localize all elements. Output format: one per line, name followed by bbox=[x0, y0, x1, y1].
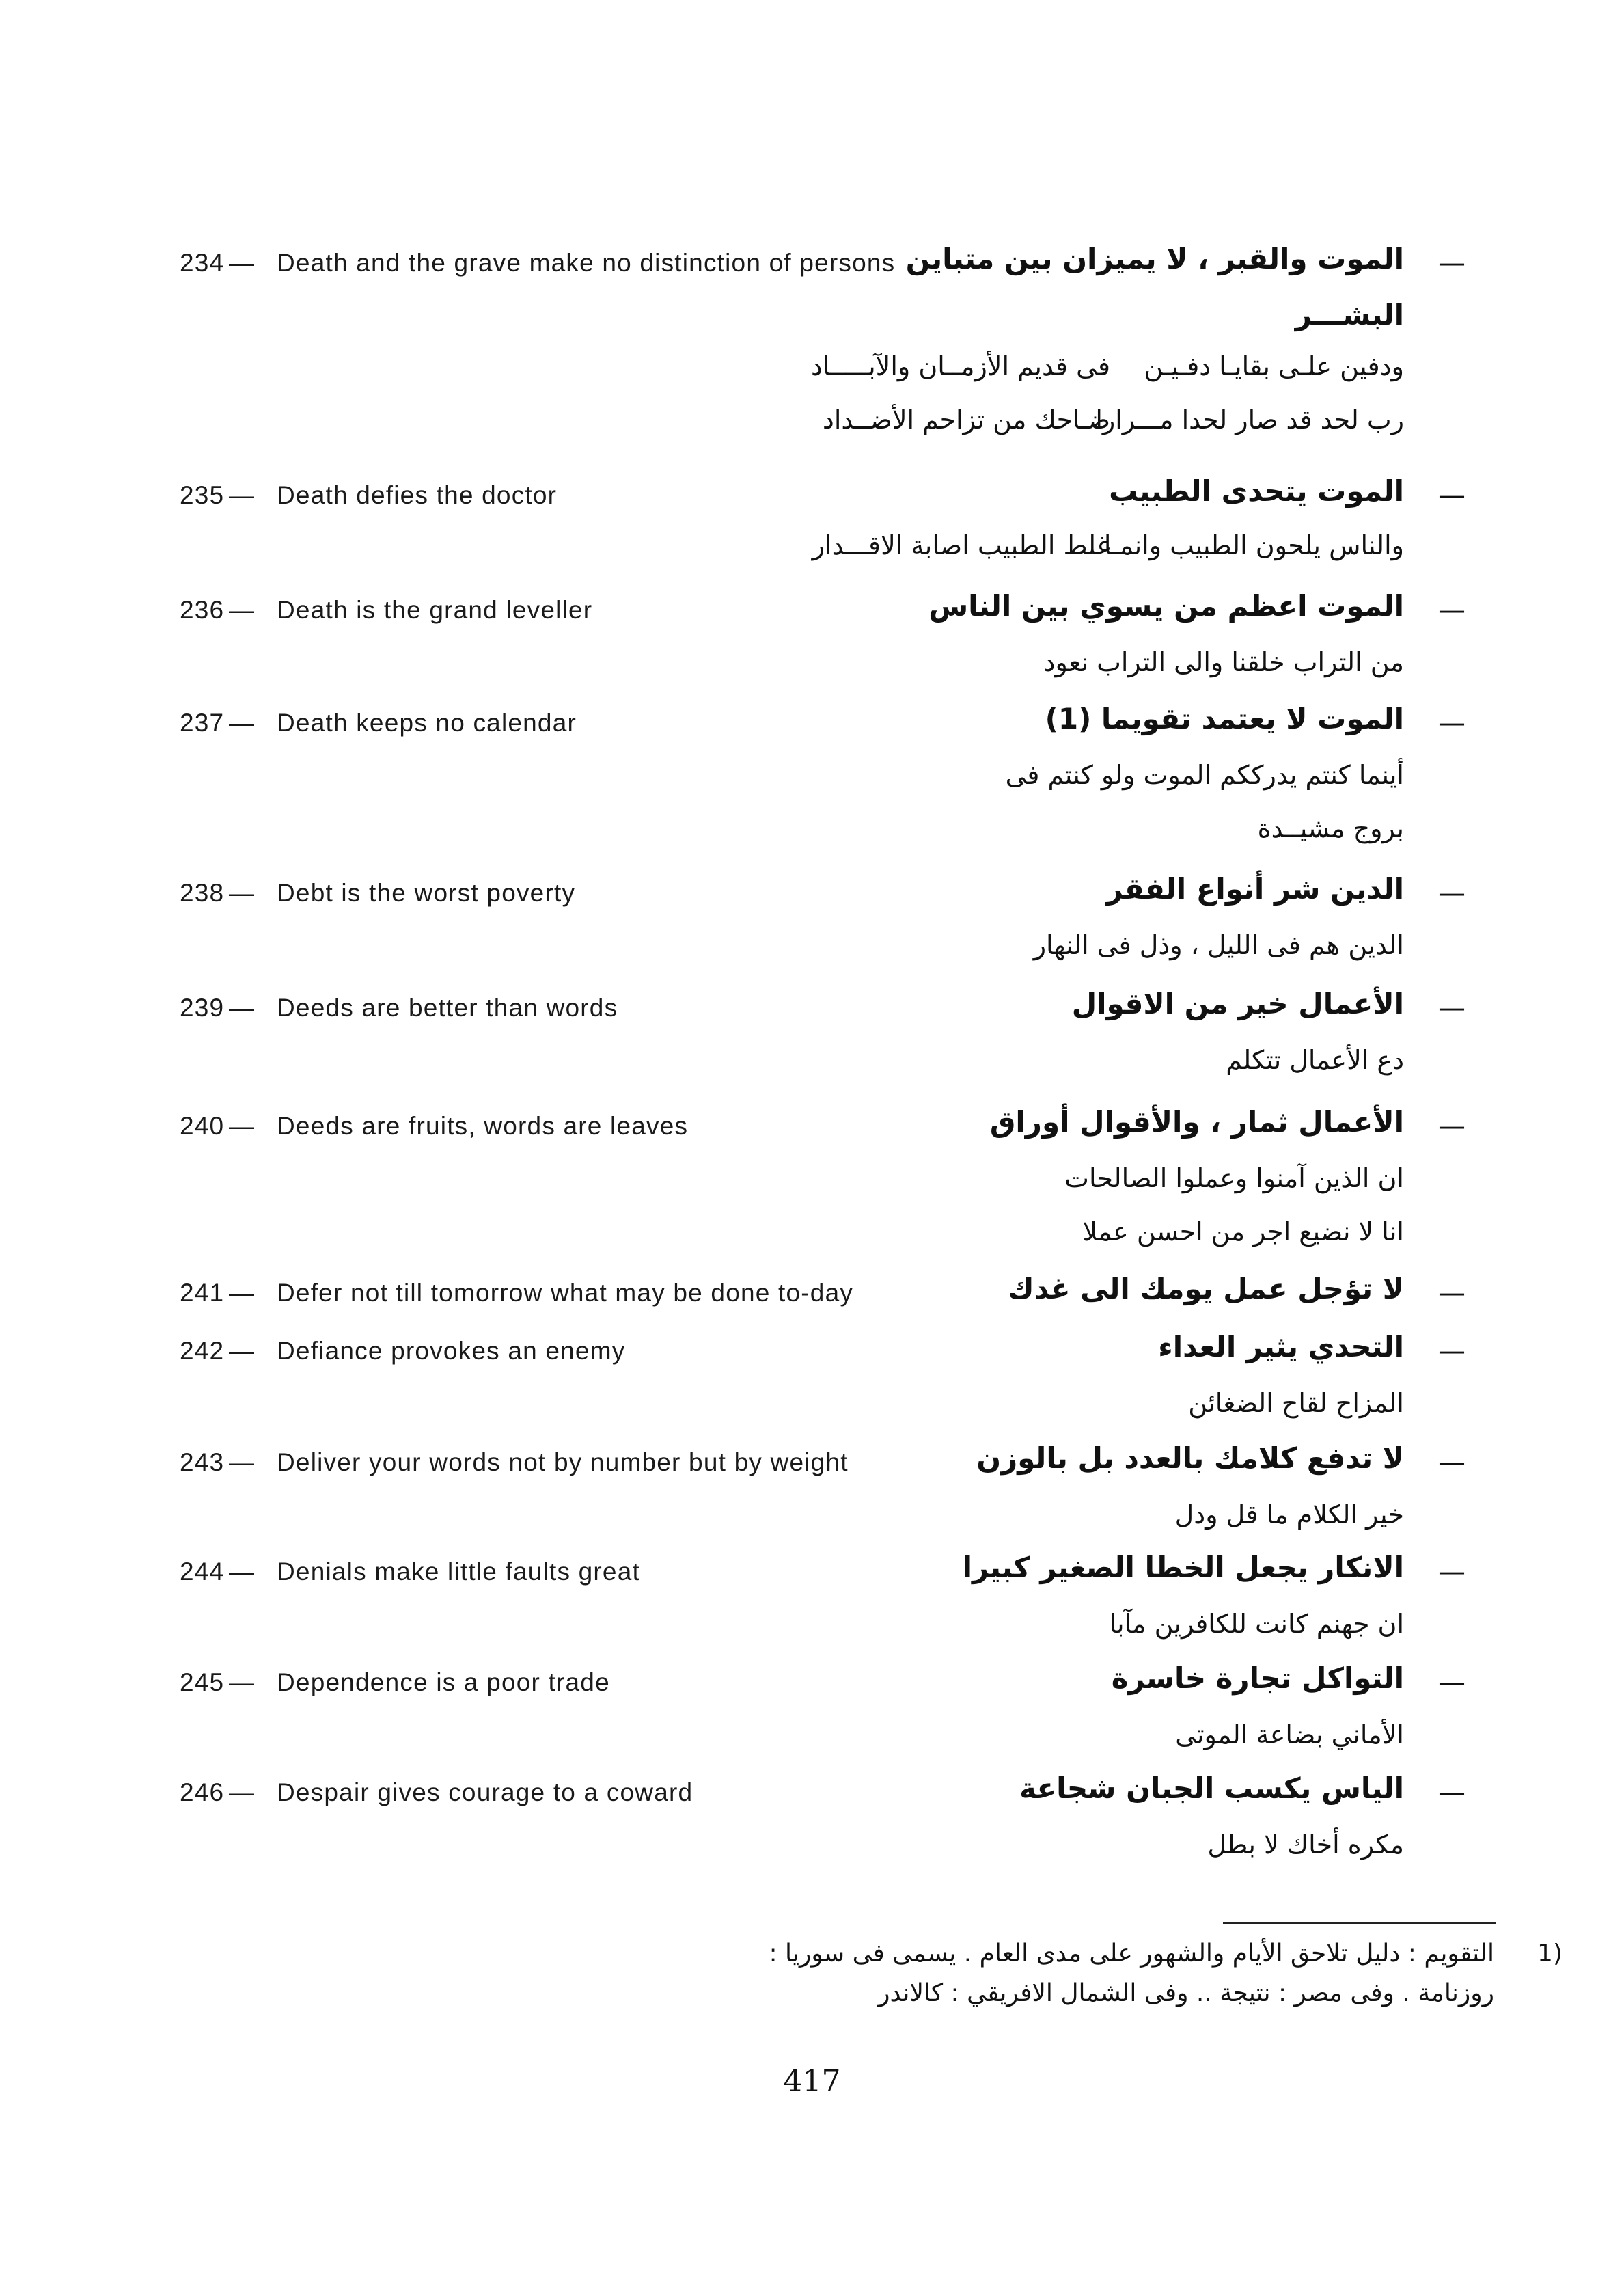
arabic-dash: — bbox=[1438, 595, 1465, 626]
english-proverb bbox=[180, 994, 618, 1022]
english-proverb bbox=[180, 1778, 693, 1807]
arabic-line: دع الأعمال تتكلم bbox=[1226, 1045, 1404, 1075]
arabic-proverb-title: الأعمال ثمار ، والأقوال أوراق bbox=[989, 1105, 1404, 1139]
arabic-dash: — bbox=[1438, 992, 1465, 1024]
english-text: Debt is the worst poverty bbox=[277, 879, 576, 907]
verse-first-hemistich: رب لحد قد صار لحدا مـــرارا bbox=[1095, 405, 1404, 435]
proverb-entry bbox=[174, 1769, 1465, 1871]
arabic-proverb-title: الدين شر أنواع الفقر bbox=[1106, 872, 1404, 906]
english-proverb bbox=[180, 1112, 688, 1141]
arabic-line: المزاح لقاح الضغائن bbox=[1188, 1388, 1404, 1418]
entry-dash: — bbox=[229, 1112, 256, 1140]
english-text: Deliver your words not by number but by weight bbox=[277, 1448, 849, 1476]
entry-dash: — bbox=[229, 249, 256, 277]
proverb-entry bbox=[174, 984, 1465, 1087]
arabic-proverb-title: الموت يتحدى الطبيب bbox=[1109, 474, 1404, 508]
entry-dash: — bbox=[229, 596, 256, 624]
entry-dash: — bbox=[229, 1668, 256, 1696]
arabic-dash: — bbox=[1438, 247, 1465, 279]
proverb-entry bbox=[174, 699, 1465, 855]
english-proverb bbox=[180, 481, 557, 510]
entry-dash: — bbox=[229, 709, 256, 737]
proverb-entry bbox=[174, 472, 1465, 574]
proverb-entry bbox=[174, 586, 1465, 689]
entry-number: 234 bbox=[180, 249, 225, 277]
arabic-dash: — bbox=[1438, 1277, 1465, 1309]
arabic-dash: — bbox=[1438, 878, 1465, 909]
footnote-line-1: التقويم : دليل تلاحق الأيام والشهور على مدى العام . يسمى فى سوريا : bbox=[769, 1940, 1494, 1968]
verse-second-hemistich: ضـاحك من تزاحم الأضــداد bbox=[822, 405, 1110, 435]
footnote-line-2: روزنامة . وفى مصر : نتيجة .. وفى الشمال الافريقي : كالاندر bbox=[878, 1979, 1494, 2007]
entry-dash: — bbox=[229, 1778, 256, 1806]
english-text: Defer not till tomorrow what may be done to-day bbox=[277, 1279, 854, 1307]
entry-header bbox=[174, 1659, 1465, 1708]
arabic-line: الدين هم فى الليل ، وذل فى النهار bbox=[1033, 930, 1404, 960]
entry-number: 240 bbox=[180, 1112, 225, 1140]
entry-dash: — bbox=[229, 994, 256, 1022]
english-proverb bbox=[180, 879, 575, 908]
arabic-dash: — bbox=[1438, 1777, 1465, 1808]
english-text: Death and the grave make no distinction of persons bbox=[277, 249, 896, 277]
footnote-marker: (1 bbox=[1537, 1940, 1563, 1968]
entry-header bbox=[174, 1769, 1465, 1818]
entry-header bbox=[174, 699, 1465, 748]
entry-number: 238 bbox=[180, 879, 225, 907]
arabic-dash: — bbox=[1438, 1447, 1465, 1478]
english-proverb bbox=[180, 709, 577, 737]
arabic-proverb-title: الانكار يجعل الخطا الصغير كبيرا bbox=[962, 1551, 1404, 1584]
arabic-line: من التراب خلقنا والى التراب نعود bbox=[1043, 647, 1404, 677]
entry-dash: — bbox=[229, 1448, 256, 1476]
entry-number: 242 bbox=[180, 1337, 225, 1365]
entry-header bbox=[174, 239, 1465, 288]
english-text: Death defies the doctor bbox=[277, 481, 558, 509]
entry-number: 236 bbox=[180, 596, 225, 624]
entry-number: 246 bbox=[180, 1778, 225, 1806]
footnote-rule bbox=[1223, 1922, 1496, 1924]
english-proverb bbox=[180, 1448, 849, 1477]
arabic-line: ان جهنم كانت للكافرين مآبا bbox=[1109, 1609, 1404, 1639]
arabic-line: خير الكلام ما قل ودل bbox=[1174, 1499, 1404, 1530]
arabic-proverb-title: الموت اعظم من يسوي بين الناس bbox=[928, 589, 1404, 623]
entry-header bbox=[174, 472, 1465, 521]
arabic-line: ان الذين آمنوا وعملوا الصالحات bbox=[1064, 1163, 1404, 1193]
entry-number: 241 bbox=[180, 1279, 225, 1307]
verse-first-hemistich: ودفين علـى بقايـا دفـيـن bbox=[1144, 351, 1404, 381]
verse-row bbox=[174, 342, 1465, 395]
arabic-proverb-title: لا تدفع كلامك بالعدد بل بالوزن bbox=[976, 1441, 1404, 1475]
arabic-dash: — bbox=[1438, 480, 1465, 511]
arabic-proverb-title: الموت لا يعتمد تقويما (1) bbox=[1045, 702, 1404, 735]
proverb-entry bbox=[174, 1659, 1465, 1761]
proverb-entry bbox=[174, 1439, 1465, 1541]
arabic-line: البشـــر bbox=[1295, 298, 1404, 331]
verse-first-hemistich: والناس يلحون الطبيب وانمـا bbox=[1103, 530, 1404, 560]
entry-dash: — bbox=[229, 1558, 256, 1586]
english-proverb bbox=[180, 249, 895, 277]
entry-header bbox=[174, 1269, 1465, 1318]
english-text: Dependence is a poor trade bbox=[277, 1668, 610, 1696]
english-text: Death keeps no calendar bbox=[277, 709, 577, 737]
entry-header bbox=[174, 1327, 1465, 1376]
entry-number: 245 bbox=[180, 1668, 225, 1696]
entry-dash: — bbox=[229, 1279, 256, 1307]
arabic-line: مكره أخاك لا بطل bbox=[1207, 1830, 1404, 1860]
entry-header bbox=[174, 984, 1465, 1033]
entry-header bbox=[174, 869, 1465, 919]
english-proverb bbox=[180, 1337, 625, 1365]
arabic-proverb-title: الأعمال خير من الاقوال bbox=[1071, 987, 1404, 1020]
arabic-proverb-title: الموت والقبر ، لا يميزان بين متباين bbox=[905, 242, 1404, 275]
english-text: Defiance provokes an enemy bbox=[277, 1337, 626, 1365]
verse-row bbox=[174, 395, 1465, 448]
footnote bbox=[456, 1934, 1563, 2013]
arabic-line: الأماني بضاعة الموتى bbox=[1175, 1719, 1404, 1750]
proverb-entry bbox=[174, 239, 1465, 448]
arabic-line: انا لا نضيع اجر من احسن عملا bbox=[1082, 1216, 1404, 1247]
arabic-line: بروج مشيــدة bbox=[1257, 813, 1404, 843]
entry-number: 244 bbox=[180, 1558, 225, 1586]
entry-header bbox=[174, 586, 1465, 636]
entry-number: 243 bbox=[180, 1448, 225, 1476]
arabic-proverb-title: الياس يكسب الجبان شجاعة bbox=[1019, 1771, 1404, 1805]
proverb-entry bbox=[174, 1548, 1465, 1650]
arabic-proverb-title: التحدي يثير العداء bbox=[1158, 1330, 1404, 1363]
entry-header bbox=[174, 1548, 1465, 1597]
entry-number: 235 bbox=[180, 481, 225, 509]
english-proverb bbox=[180, 1558, 640, 1586]
verse-row bbox=[174, 521, 1465, 574]
entry-header bbox=[174, 1102, 1465, 1152]
english-proverb bbox=[180, 1279, 853, 1307]
entry-dash: — bbox=[229, 1337, 256, 1365]
arabic-dash: — bbox=[1438, 707, 1465, 739]
entry-dash: — bbox=[229, 879, 256, 907]
entry-number: 237 bbox=[180, 709, 225, 737]
english-text: Denials make little faults great bbox=[277, 1558, 640, 1586]
proverb-entry bbox=[174, 1327, 1465, 1430]
arabic-dash: — bbox=[1438, 1556, 1465, 1588]
entry-number: 239 bbox=[180, 994, 225, 1022]
proverb-entry bbox=[174, 869, 1465, 972]
arabic-dash: — bbox=[1438, 1667, 1465, 1698]
english-proverb bbox=[180, 596, 592, 625]
english-text: Despair gives courage to a coward bbox=[277, 1778, 693, 1806]
arabic-line: أينما كنتم يدرككم الموت ولو كنتم فى bbox=[1005, 760, 1404, 790]
verse-second-hemistich: غلط الطبيب اصابة الاقـــدار bbox=[812, 530, 1110, 560]
arabic-proverb-title: لا تؤجل عمل يومك الى غدك bbox=[1008, 1272, 1404, 1305]
arabic-dash: — bbox=[1438, 1335, 1465, 1367]
verse-second-hemistich: فى قديم الأزمــان والآبـــــاد bbox=[810, 351, 1110, 381]
arabic-dash: — bbox=[1438, 1111, 1465, 1142]
proverb-entry bbox=[174, 1102, 1465, 1258]
arabic-proverb-title: التواكل تجارة خاسرة bbox=[1111, 1661, 1404, 1695]
proverb-entry bbox=[174, 1269, 1465, 1318]
page-number: 417 bbox=[783, 2064, 841, 2099]
entry-header bbox=[174, 1439, 1465, 1488]
english-text: Deeds are fruits, words are leaves bbox=[277, 1112, 689, 1140]
english-proverb bbox=[180, 1668, 610, 1697]
entry-dash: — bbox=[229, 481, 256, 509]
english-text: Deeds are better than words bbox=[277, 994, 618, 1022]
english-text: Death is the grand leveller bbox=[277, 596, 593, 624]
